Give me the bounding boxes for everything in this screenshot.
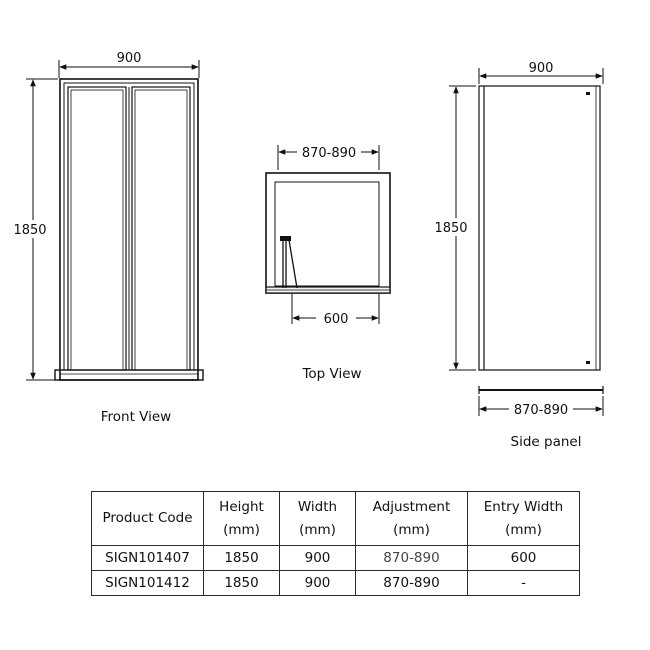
cell-width: 900	[280, 571, 356, 596]
header-width-unit: (mm)	[299, 521, 336, 538]
front-left-leaf-glass	[71, 90, 123, 370]
side-width-label: 900	[528, 61, 554, 76]
cell-adjustment: 870-890	[356, 571, 468, 596]
header-adjustment	[356, 492, 468, 546]
top-folded-door-icon	[281, 240, 297, 288]
header-entry-width-unit: (mm)	[505, 521, 542, 538]
side-height-label: 1850	[434, 221, 468, 236]
header-height-unit: (mm)	[223, 521, 260, 538]
header-adjustment-text: Adjustment	[372, 498, 451, 515]
header-adjustment-unit: (mm)	[393, 521, 430, 538]
cell-width: 900	[280, 546, 356, 571]
side-panel-outline	[479, 86, 600, 370]
cell-product-code: SIGN101407	[92, 546, 204, 571]
header-entry-width	[468, 492, 580, 546]
cell-entry-width: -	[468, 571, 580, 596]
front-right-leaf-glass	[135, 90, 187, 370]
header-width	[280, 492, 356, 546]
front-left-leaf	[68, 87, 126, 370]
side-adjust-label: 870-890	[513, 403, 569, 418]
header-product-code-text: Product Code	[102, 510, 193, 526]
top-outer-wall	[266, 173, 390, 293]
header-height-text: Height	[219, 498, 264, 515]
table-row	[92, 571, 580, 596]
front-view	[12, 51, 203, 425]
top-adjust-label: 870-890	[301, 146, 357, 161]
front-right-leaf	[132, 87, 190, 370]
table-row	[92, 546, 580, 571]
header-entry-width-text: Entry Width	[483, 498, 564, 515]
top-view-caption: Top View	[302, 366, 362, 382]
cell-product-code: SIGN101412	[92, 571, 204, 596]
front-bottom-track	[55, 370, 203, 380]
table-header-row	[92, 492, 580, 546]
side-panel-caption: Side panel	[510, 434, 582, 450]
specification-table	[91, 491, 580, 596]
cell-height: 1850	[204, 571, 280, 596]
cell-adjustment: 870-890	[356, 546, 468, 571]
top-entry-label: 600	[323, 312, 349, 327]
cell-entry-width: 600	[468, 546, 580, 571]
side-panel-view	[432, 61, 603, 450]
cell-height: 1850	[204, 546, 280, 571]
top-inner-space	[275, 182, 379, 286]
header-height	[204, 492, 280, 546]
top-view	[266, 143, 390, 382]
front-view-caption: Front View	[100, 409, 172, 425]
header-width-text: Width	[297, 498, 338, 515]
header-product-code	[92, 492, 204, 546]
front-width-label: 900	[116, 51, 142, 66]
front-height-label: 1850	[13, 223, 47, 238]
